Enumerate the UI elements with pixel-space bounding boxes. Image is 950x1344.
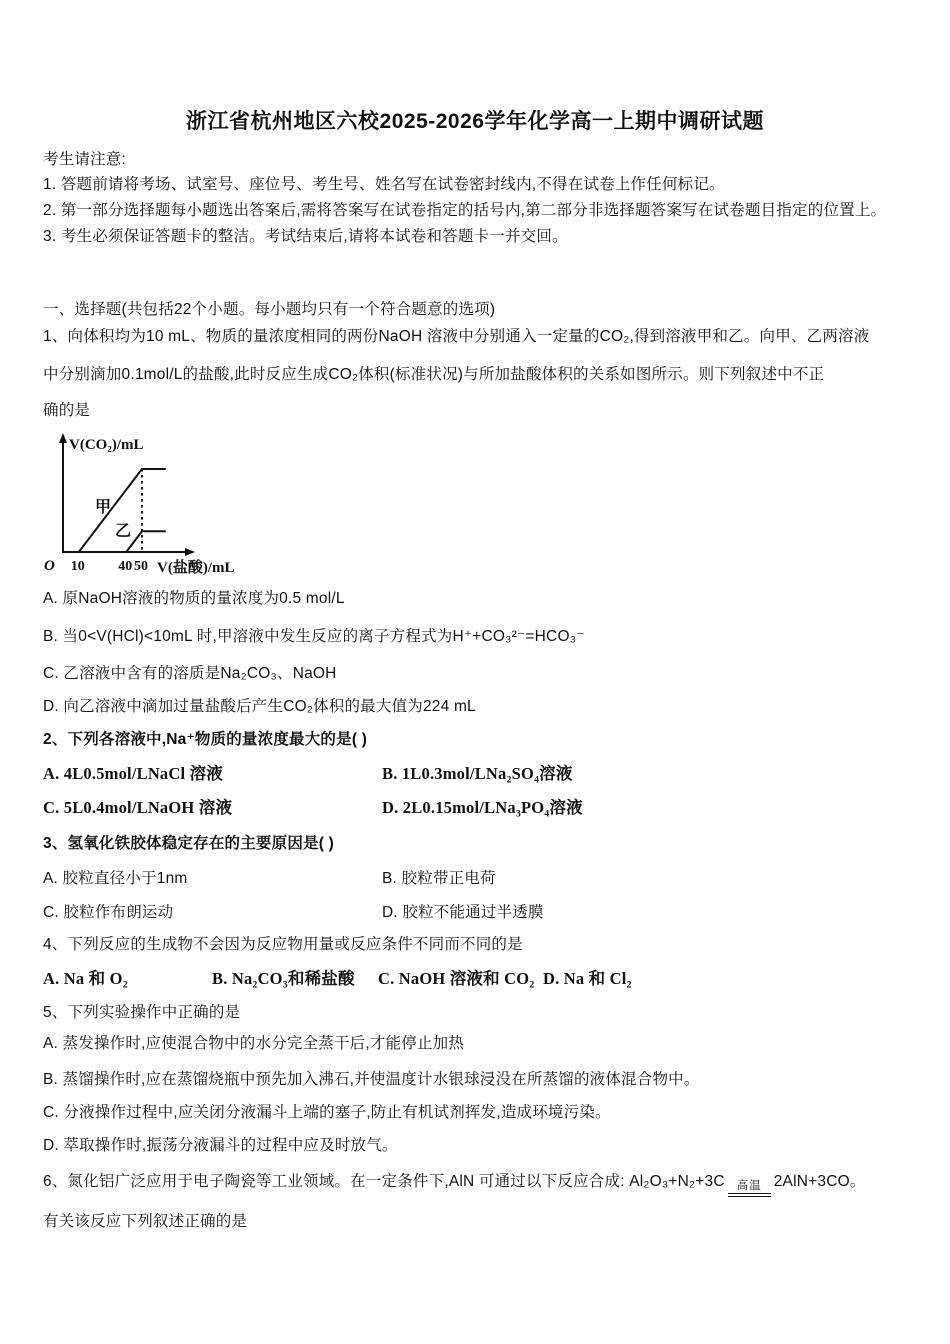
q2-option-c: C. 5L0.4mol/LNaOH 溶液 bbox=[43, 798, 233, 817]
y-axis-label: V(CO₂)/mL bbox=[69, 437, 144, 453]
q2-options-row2 bbox=[43, 797, 583, 819]
q6-stem-post: 2AlN+3CO。 bbox=[773, 1173, 866, 1190]
q6-stem-line2: 有关该反应下列叙述正确的是 bbox=[43, 1213, 248, 1230]
q1-option-a: A. 原NaOH溶液的物质的量浓度为0.5 mol/L bbox=[43, 590, 345, 607]
q2-option-d: D. 2L0.15mol/LNa₃PO₄溶液 bbox=[382, 798, 583, 817]
q1-stem-line1: 1、向体积均为10 mL、物质的量浓度相同的两份NaOH 溶液中分别通入一定量的CO₂,得到溶液甲和乙。向甲、乙两溶液 bbox=[43, 328, 870, 345]
q4-option-d: D. Na 和 Cl₂ bbox=[543, 969, 632, 988]
notice-item-3: 3. 考生必须保证答题卡的整洁。考试结束后,请将本试卷和答题卡一并交回。 bbox=[43, 228, 568, 245]
q1-stem-line2: 中分别滴加0.1mol/L的盐酸,此时反应生成CO₂体积(标准状况)与所加盐酸体积的关系如图所示。则下列叙述中不正 bbox=[43, 366, 825, 383]
q3-option-b: B. 胶粒带正电荷 bbox=[382, 870, 496, 887]
notice-item-2: 2. 第一部分选择题每小题选出答案后,需将答案写在试卷指定的括号内,第二部分非选择题答案写在试卷题目指定的位置上。 bbox=[43, 202, 887, 219]
q2-stem: 2、下列各溶液中,Na⁺物质的量浓度最大的是( ) bbox=[43, 731, 368, 748]
section-header: 一、选择题(共包括22个小题。每小题均只有一个符合题意的选项) bbox=[43, 301, 496, 318]
curve-yi bbox=[126, 531, 166, 552]
series-label-jia: 甲 bbox=[95, 499, 112, 516]
x-axis-arrow bbox=[185, 548, 195, 556]
y-axis-arrow bbox=[59, 433, 67, 443]
q3-stem: 3、氢氧化铁胶体稳定存在的主要原因是( ) bbox=[43, 835, 334, 852]
q6-stem-pre: 6、氮化铝广泛应用于电子陶瓷等工业领域。在一定条件下,AlN 可通过以下反应合成: Al₂O₃+N₂+3C bbox=[43, 1173, 725, 1190]
notice-header: 考生请注意: bbox=[43, 151, 127, 168]
q2-option-b: B. 1L0.3mol/LNa₂SO₄溶液 bbox=[382, 764, 573, 783]
q3-option-c: C. 胶粒作布朗运动 bbox=[43, 904, 174, 921]
q2-option-a: A. 4L0.5mol/LNaCl 溶液 bbox=[43, 764, 224, 783]
reaction-condition-text: 高温 bbox=[736, 1180, 762, 1192]
x-tick-50: 50 bbox=[134, 559, 148, 574]
q3-options-row2 bbox=[43, 902, 544, 924]
co2-vs-hcl-chart bbox=[40, 432, 300, 582]
x-tick-10: 10 bbox=[70, 559, 85, 574]
origin-label: O bbox=[44, 558, 55, 574]
series-label-yi: 乙 bbox=[115, 523, 132, 540]
q4-option-a: A. Na 和 O₂ bbox=[43, 969, 128, 988]
reaction-condition bbox=[728, 1181, 771, 1197]
q5-option-c: C. 分液操作过程中,应关闭分液漏斗上端的塞子,防止有机试剂挥发,造成环境污染。 bbox=[43, 1104, 611, 1121]
q1-option-d: D. 向乙溶液中滴加过量盐酸后产生CO₂体积的最大值为224 mL bbox=[43, 698, 476, 715]
q3-options-row1 bbox=[43, 868, 496, 890]
q1-figure bbox=[40, 432, 300, 582]
q4-option-c: C. NaOH 溶液和 CO₂ bbox=[378, 969, 535, 988]
q1-stem-line3: 确的是 bbox=[43, 402, 91, 419]
q4-stem: 4、下列反应的生成物不会因为反应物用量或反应条件不同而不同的是 bbox=[43, 936, 523, 953]
notice-list bbox=[43, 172, 915, 250]
q3-option-d: D. 胶粒不能通过半透膜 bbox=[382, 904, 544, 921]
x-axis-label: V(盐酸)/mL bbox=[157, 560, 235, 576]
q6-stem-line1 bbox=[43, 1171, 866, 1197]
q5-option-a: A. 蒸发操作时,应使混合物中的水分完全蒸干后,才能停止加热 bbox=[43, 1035, 465, 1052]
q5-option-d: D. 萃取操作时,振荡分液漏斗的过程中应及时放气。 bbox=[43, 1137, 398, 1154]
page-title: 浙江省杭州地区六校2025-2026学年化学高一上期中调研试题 bbox=[186, 110, 764, 133]
q4-option-b: B. Na₂CO₃和稀盐酸 bbox=[212, 969, 355, 988]
x-tick-40: 40 bbox=[118, 559, 133, 574]
q2-options-row1 bbox=[43, 763, 573, 785]
q3-option-a: A. 胶粒直径小于1nm bbox=[43, 870, 188, 887]
q5-option-b: B. 蒸馏操作时,应在蒸馏烧瓶中预先加入沸石,并使温度计水银球浸没在所蒸馏的液体混合物中。 bbox=[43, 1071, 700, 1088]
q5-stem: 5、下列实验操作中正确的是 bbox=[43, 1004, 241, 1021]
q1-option-c: C. 乙溶液中含有的溶质是Na₂CO₃、NaOH bbox=[43, 665, 337, 682]
notice-item-1: 1. 答题前请将考场、试室号、座位号、考生号、姓名写在试卷密封线内,不得在试卷上作任何标记。 bbox=[43, 176, 725, 193]
q1-option-b: B. 当0<V(HCl)<10mL 时,甲溶液中发生反应的离子方程式为H⁺+CO₃²⁻=HCO₃⁻ bbox=[43, 628, 585, 645]
